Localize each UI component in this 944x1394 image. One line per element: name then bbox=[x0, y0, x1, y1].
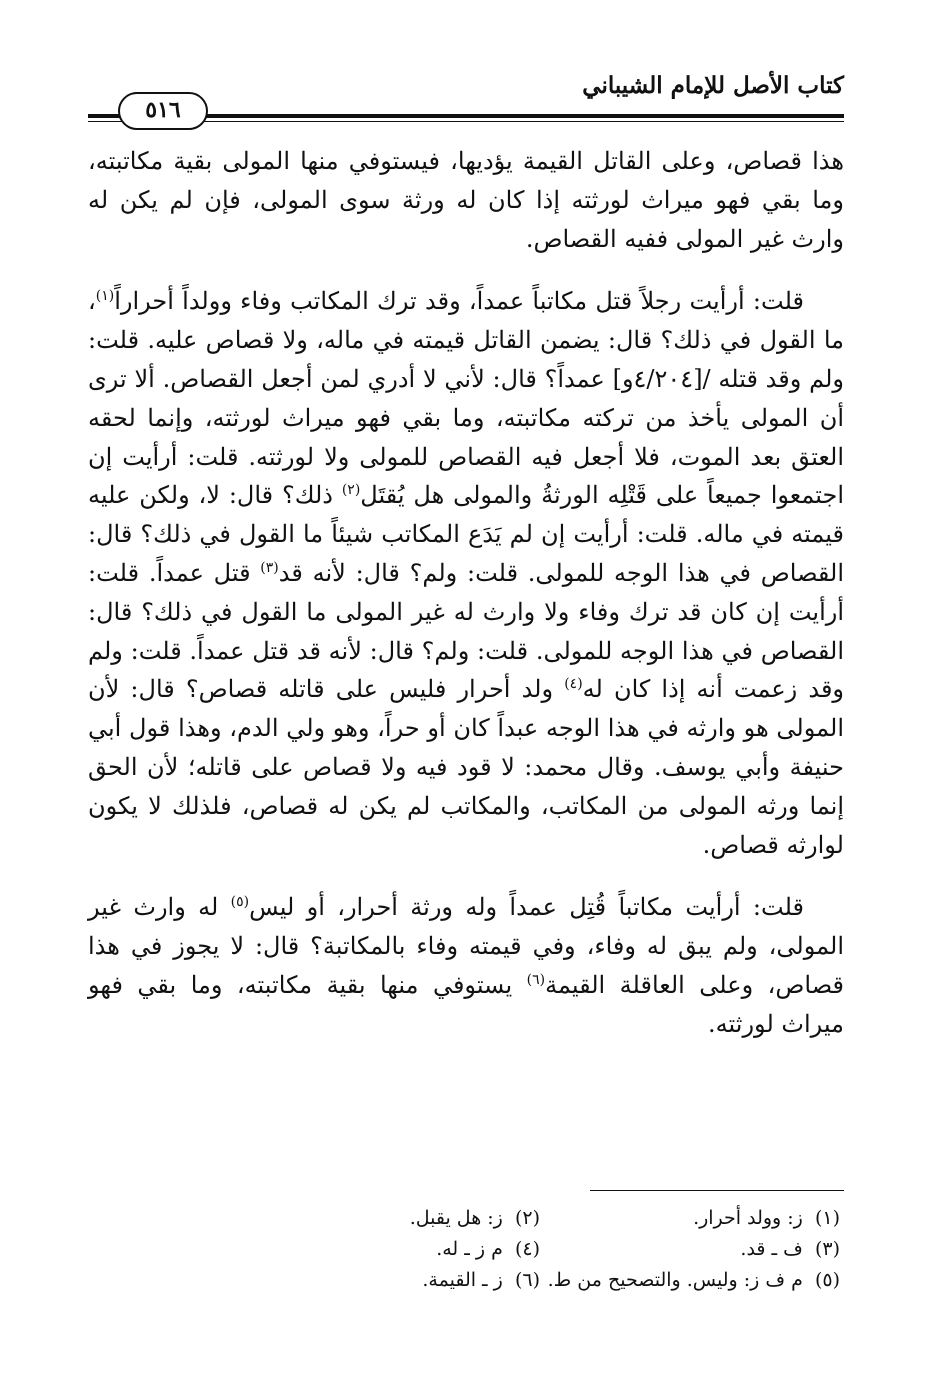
footnote-4 bbox=[240, 1234, 540, 1265]
footnote-number: (١) bbox=[814, 1207, 840, 1229]
paragraph-text: قتل عمداً. قلت: أرأيت إن كان قد ترك وفاء ولا وارث له غير المولى ما القول في ذلك؟ قال: القصاص في هذا الوجه للمولى. قلت: ولم؟ قال: لأنه قد قتل عمداً. قلت: ولم وقد زعمت أنه إذا كان له bbox=[88, 558, 845, 704]
footnotes bbox=[240, 1203, 840, 1296]
footnote-marker: (٤) bbox=[564, 676, 583, 693]
book-title: كتاب الأصل للإمام الشيباني bbox=[582, 72, 844, 99]
page-number: ٥١٦ bbox=[118, 92, 208, 130]
paragraph-text: ذلك؟ قال: لا، ولكن عليه قيمته في ماله. قلت: أرأيت إن لم يَدَع المكاتب شيئاً ما القول في ذلك؟ قال: القصاص في هذا الوجه للمولى. قلت: ولم؟ قال: لأنه قد bbox=[88, 481, 844, 587]
paragraph bbox=[88, 142, 844, 258]
footnote-row bbox=[240, 1265, 840, 1296]
footnote-marker: (٦) bbox=[526, 971, 546, 988]
footnote-text: م ز ـ له. bbox=[436, 1238, 503, 1260]
paragraph-text: يستوفي منها بقية مكاتبته، وما بقي فهو ميراث لورثته. bbox=[88, 970, 844, 1038]
footnote-marker: (٣) bbox=[260, 559, 279, 576]
footnote-text: م ف ز: وليس. والتصحيح من ط. bbox=[547, 1269, 803, 1291]
footnote-number: (٢) bbox=[514, 1207, 540, 1229]
paragraph-text: له وارث غير المولى، ولم يبق له وفاء، وفي قيمته وفاء بالمكاتبة؟ قال: لا يجوز في هذا قصاص، وعلى العاقلة القيمة bbox=[88, 893, 844, 999]
footnote-text: ف ـ قد. bbox=[740, 1238, 803, 1260]
paragraph bbox=[88, 282, 844, 864]
footnote-marker: (٢) bbox=[341, 482, 361, 499]
footnote-1 bbox=[540, 1203, 840, 1234]
footnote-2 bbox=[240, 1203, 540, 1234]
footnote-6 bbox=[240, 1265, 540, 1296]
footnote-row bbox=[240, 1234, 840, 1265]
paragraph bbox=[88, 888, 844, 1043]
footnote-text: ز: هل يقبل. bbox=[409, 1207, 503, 1229]
paragraph-text: ولد أحرار فليس على قاتله قصاص؟ قال: لأن المولى هو وارثه في هذا الوجه عبداً كان أو حراً، وهو ولي الدم، وهذا قول أبي حنيفة وأبي يوسف. وقال محمد: لا قود فيه ولا قصاص على قاتله؛ لأن الحق إنما ورثه المولى من المكاتب، والمكاتب لم يكن له قصاص، فلذلك لا يكون لوارثه قصاص. bbox=[88, 675, 844, 859]
footnote-number: (٣) bbox=[814, 1238, 840, 1260]
footnote-5 bbox=[540, 1265, 840, 1296]
paragraph-text: قلت: أرأيت رجلاً قتل مكاتباً عمداً، وقد ترك المكاتب وفاء وولداً أحراراً bbox=[114, 287, 804, 316]
footnote-number: (٤) bbox=[514, 1238, 540, 1260]
footnote-3 bbox=[540, 1234, 840, 1265]
footnote-marker: (١) bbox=[95, 288, 115, 305]
paragraph-text: قلت: أرأيت مكاتباً قُتِل عمداً وله ورثة أحرار، أو ليس bbox=[249, 893, 804, 922]
paragraph-text: هذا قصاص، وعلى القاتل القيمة يؤديها، فيستوفي منها المولى بقية مكاتبته، وما بقي فهو ميراث لورثته إذا كان له ورثة سوى المولى، فإن لم يكن له وارث غير المولى ففيه القصاص. bbox=[88, 147, 844, 253]
main-text bbox=[88, 142, 844, 1068]
footnote-text: ز ـ القيمة. bbox=[422, 1269, 503, 1291]
footnote-row bbox=[240, 1203, 840, 1234]
footnote-text: ز: وولد أحرار. bbox=[693, 1207, 803, 1229]
paragraph-text: ، ما القول في ذلك؟ قال: يضمن القاتل قيمته في ماله، ولا قصاص عليه. قلت: ولم وقد قتله /[٤/٢٠٤و] عمداً؟ قال: لأني لا أدري لمن أجعل القصاص. ألا ترى أن المولى يأخذ من تركته مكاتبته، وما بقي فهو ميراث لورثته، وإنما لحقه العتق بعد الموت، فلا أجعل فيه القصاص للمولى ولا لورثته. قلت: أرأيت إن اجتمعوا جميعاً على قَتْلِه الورثةُ والمولى هل يُقتَل bbox=[88, 287, 844, 510]
footnote-number: (٦) bbox=[514, 1269, 540, 1291]
page-header bbox=[88, 70, 844, 130]
footnote-marker: (٥) bbox=[230, 894, 250, 911]
footnote-separator bbox=[590, 1190, 844, 1191]
footnote-number: (٥) bbox=[814, 1269, 840, 1291]
